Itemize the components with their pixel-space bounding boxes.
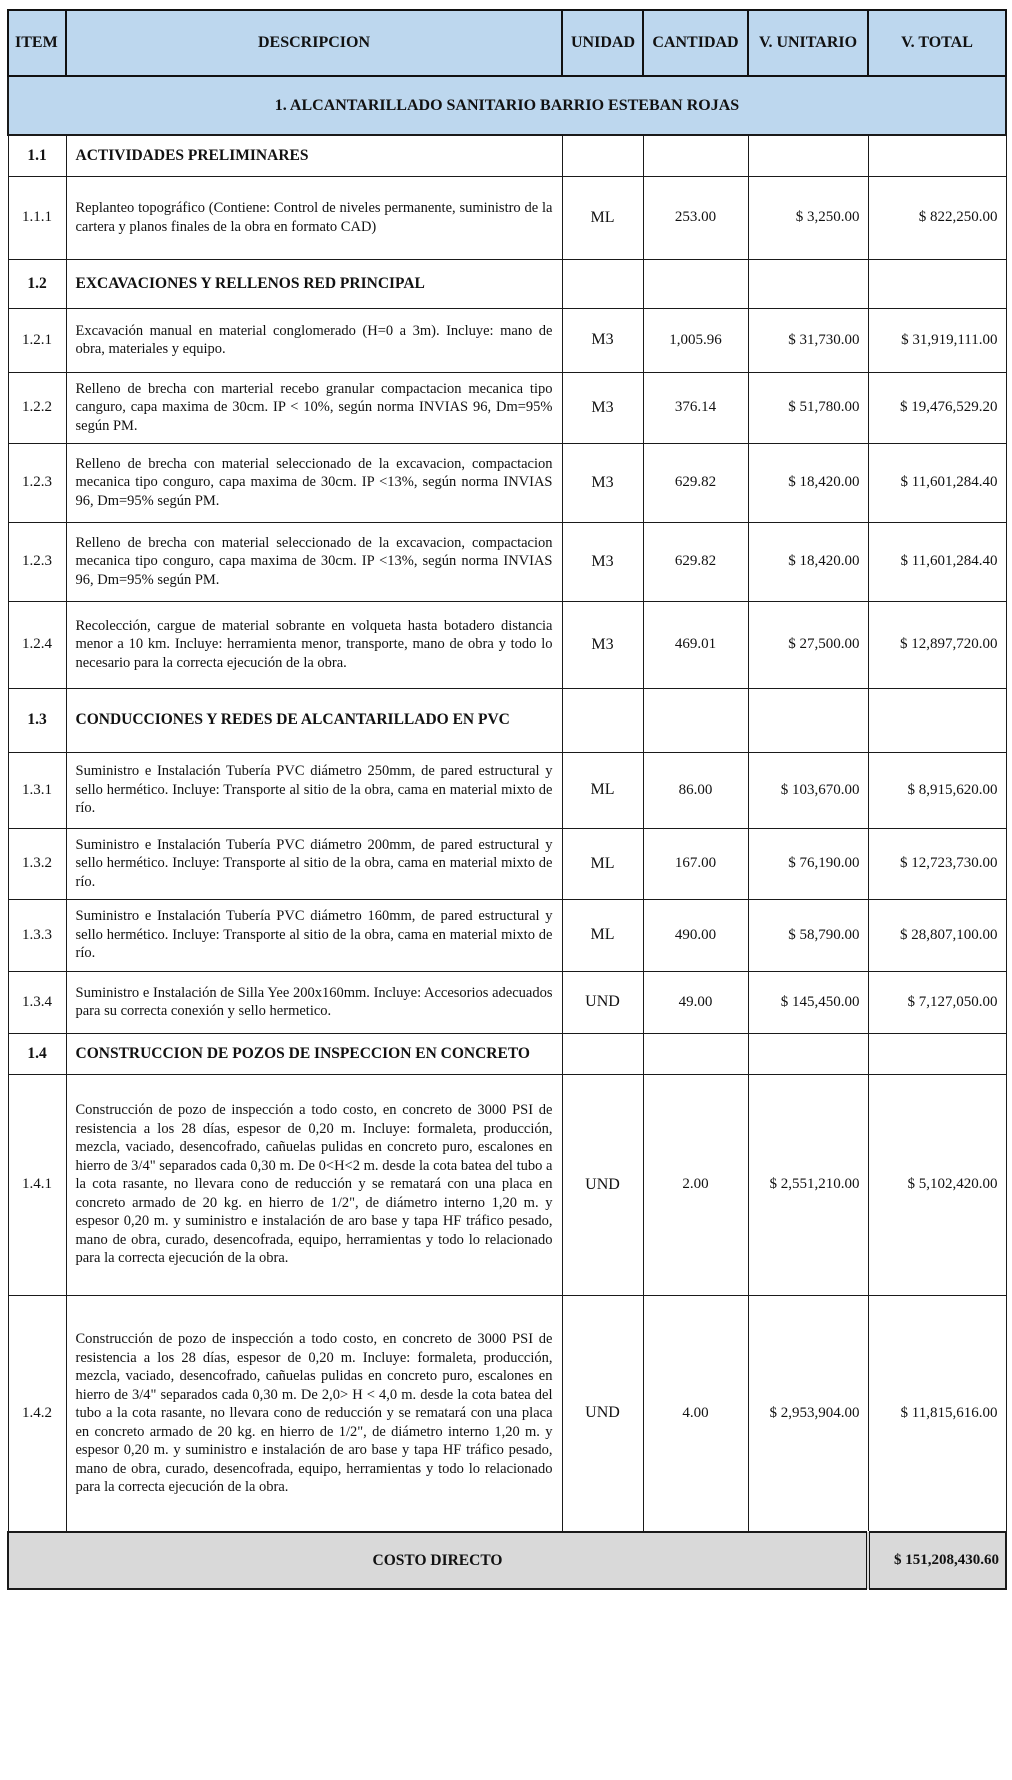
row-item-number: 1.3.4 [8, 971, 66, 1033]
group-title: ACTIVIDADES PRELIMINARES [66, 135, 562, 176]
row-item-number: 1.4.2 [8, 1295, 66, 1532]
row-unit: UND [562, 971, 643, 1033]
budget-sheet [7, 9, 1005, 1590]
row-unit-value: $ 2,953,904.00 [748, 1295, 868, 1532]
group-item-number: 1.2 [8, 259, 66, 308]
group-item-number: 1.1 [8, 135, 66, 176]
row-description: Relleno de brecha con material seleccionado de la excavacion, compactacion mecanica tipo conguro, capa maxima de 30cm. IP <13%, según norma INVIAS 96, Dm=95% según PM. [66, 443, 562, 522]
row-unit-value: $ 3,250.00 [748, 176, 868, 259]
row-unit-value: $ 27,500.00 [748, 601, 868, 688]
empty-cell-unit [562, 1033, 643, 1074]
header-descripcion: DESCRIPCION [66, 10, 562, 76]
row-description: Suministro e Instalación Tubería PVC diámetro 160mm, de pared estructural y sello hermético. Incluye: Transporte al sitio de la obra, cama en material mixto de río. [66, 899, 562, 971]
empty-cell-qty [643, 135, 748, 176]
budget-table [7, 9, 1007, 1590]
group-title: CONDUCCIONES Y REDES DE ALCANTARILLADO EN PVC [66, 688, 562, 752]
row-total-value: $ 19,476,529.20 [868, 372, 1006, 443]
table-row [8, 601, 1006, 688]
row-quantity: 376.14 [643, 372, 748, 443]
row-unit: ML [562, 752, 643, 828]
group-row [8, 135, 1006, 176]
section-title: 1. ALCANTARILLADO SANITARIO BARRIO ESTEBAN ROJAS [8, 76, 1006, 135]
group-item-number: 1.4 [8, 1033, 66, 1074]
row-item-number: 1.2.2 [8, 372, 66, 443]
empty-cell-qty [643, 259, 748, 308]
row-total-value: $ 7,127,050.00 [868, 971, 1006, 1033]
section-row [8, 76, 1006, 135]
row-quantity: 1,005.96 [643, 308, 748, 372]
row-unit-value: $ 51,780.00 [748, 372, 868, 443]
row-total-value: $ 822,250.00 [868, 176, 1006, 259]
row-quantity: 4.00 [643, 1295, 748, 1532]
group-row [8, 688, 1006, 752]
row-item-number: 1.2.1 [8, 308, 66, 372]
table-row [8, 308, 1006, 372]
row-item-number: 1.2.3 [8, 522, 66, 601]
table-row [8, 443, 1006, 522]
header-row [8, 10, 1006, 76]
row-unit-value: $ 58,790.00 [748, 899, 868, 971]
row-unit-value: $ 31,730.00 [748, 308, 868, 372]
row-unit-value: $ 103,670.00 [748, 752, 868, 828]
row-item-number: 1.2.4 [8, 601, 66, 688]
row-quantity: 86.00 [643, 752, 748, 828]
row-total-value: $ 28,807,100.00 [868, 899, 1006, 971]
header-v-total: V. TOTAL [868, 10, 1006, 76]
header-v-unitario: V. UNITARIO [748, 10, 868, 76]
table-row [8, 752, 1006, 828]
empty-cell-unit [562, 259, 643, 308]
row-unit-value: $ 18,420.00 [748, 522, 868, 601]
row-unit: M3 [562, 601, 643, 688]
empty-cell-vu [748, 259, 868, 308]
row-unit: UND [562, 1295, 643, 1532]
empty-cell-vu [748, 135, 868, 176]
row-unit: M3 [562, 443, 643, 522]
table-row [8, 372, 1006, 443]
row-unit: ML [562, 176, 643, 259]
row-description: Relleno de brecha con marterial recebo granular compactacion mecanica tipo canguro, capa maxima de 30cm. IP < 10%, según norma INVIAS 96, Dm=95% según PM. [66, 372, 562, 443]
empty-cell-qty [643, 688, 748, 752]
row-unit: ML [562, 828, 643, 899]
empty-cell-qty [643, 1033, 748, 1074]
header-item: ITEM [8, 10, 66, 76]
row-description: Suministro e Instalación de Silla Yee 200x160mm. Incluye: Accesorios adecuados para su correcta conexión y sello hermetico. [66, 971, 562, 1033]
row-total-value: $ 31,919,111.00 [868, 308, 1006, 372]
row-item-number: 1.3.2 [8, 828, 66, 899]
table-row [8, 1295, 1006, 1532]
row-unit: M3 [562, 522, 643, 601]
table-row [8, 899, 1006, 971]
row-description: Excavación manual en material conglomerado (H=0 a 3m). Incluye: mano de obra, materiales y equipo. [66, 308, 562, 372]
row-description: Replanteo topográfico (Contiene: Control de niveles permanente, suministro de la cartera y planos finales de la obra en formato CAD) [66, 176, 562, 259]
row-total-value: $ 12,897,720.00 [868, 601, 1006, 688]
empty-cell-vt [868, 1033, 1006, 1074]
row-description: Suministro e Instalación Tubería PVC diámetro 200mm, de pared estructural y sello hermético. Incluye: Transporte al sitio de la obra, cama en material mixto de río. [66, 828, 562, 899]
row-description: Suministro e Instalación Tubería PVC diámetro 250mm, de pared estructural y sello hermético. Incluye: Transporte al sitio de la obra, cama en material mixto de río. [66, 752, 562, 828]
row-quantity: 253.00 [643, 176, 748, 259]
row-total-value: $ 11,601,284.40 [868, 443, 1006, 522]
empty-cell-unit [562, 688, 643, 752]
row-total-value: $ 8,915,620.00 [868, 752, 1006, 828]
group-row [8, 259, 1006, 308]
row-total-value: $ 11,815,616.00 [868, 1295, 1006, 1532]
table-row [8, 176, 1006, 259]
table-row [8, 522, 1006, 601]
group-row [8, 1033, 1006, 1074]
row-item-number: 1.1.1 [8, 176, 66, 259]
empty-cell-vu [748, 688, 868, 752]
row-quantity: 469.01 [643, 601, 748, 688]
row-quantity: 2.00 [643, 1074, 748, 1295]
row-description: Recolección, cargue de material sobrante en volqueta hasta botadero distancia menor a 10 km. Incluye: herramienta menor, transporte, mano de obra y todo lo necesario para la correcta ejecución de la obra. [66, 601, 562, 688]
header-unidad: UNIDAD [562, 10, 643, 76]
row-unit: UND [562, 1074, 643, 1295]
row-unit-value: $ 76,190.00 [748, 828, 868, 899]
row-item-number: 1.3.1 [8, 752, 66, 828]
row-unit: M3 [562, 308, 643, 372]
row-quantity: 49.00 [643, 971, 748, 1033]
row-total-value: $ 11,601,284.40 [868, 522, 1006, 601]
table-row [8, 1074, 1006, 1295]
empty-cell-vt [868, 688, 1006, 752]
row-unit-value: $ 18,420.00 [748, 443, 868, 522]
header-cantidad: CANTIDAD [643, 10, 748, 76]
total-row [8, 1532, 1006, 1589]
row-unit-value: $ 145,450.00 [748, 971, 868, 1033]
row-description: Construcción de pozo de inspección a todo costo, en concreto de 3000 PSI de resistencia a los 28 días, espesor de 0,20 m. Incluye: formaleta, producción, mezcla, vaciado, desencofrado, cañuelas pulidas en concreto puro, escalones en hierro de 3/4" separados cada 0,30 m. De 2,0> H < 4,0 m. desde la cota batea del tubo a la cota rasante, no llevara cono de reducción y se rematará con una placa en concreto armado de 20 kg. en hierro de 1/2", de diámetro interno 1,20 m. y espesor 0,20 m. y suministro e instalación de aro base y tapa HF tráfico pesado, mano de obra, curado, desencofrada, equipo, herramientas y todo lo relacionado para la correcta ejecución de la obra. [66, 1295, 562, 1532]
empty-cell-vt [868, 259, 1006, 308]
row-total-value: $ 12,723,730.00 [868, 828, 1006, 899]
row-unit: ML [562, 899, 643, 971]
empty-cell-unit [562, 135, 643, 176]
row-description: Construcción de pozo de inspección a todo costo, en concreto de 3000 PSI de resistencia a los 28 días, espesor de 0,20 m. Incluye: formaleta, producción, mezcla, vaciado, desencofrado, cañuelas pulidas en concreto puro, escalones en hierro de 3/4" separados cada 0,30 m. De 0<H<2 m. desde la cota batea del tubo a la cota rasante, no llevara cono de reducción y se rematará con una placa en concreto armado de 20 kg. en hierro de 1/2", de diámetro interno 1,20 m. y espesor 0,20 m. y suministro e instalación de aro base y tapa HF tráfico pesado, mano de obra, curado, desencofrada, equipo, herramientas y todo lo relacionado para la correcta ejecución de la obra. [66, 1074, 562, 1295]
row-total-value: $ 5,102,420.00 [868, 1074, 1006, 1295]
group-title: CONSTRUCCION DE POZOS DE INSPECCION EN CONCRETO [66, 1033, 562, 1074]
row-quantity: 490.00 [643, 899, 748, 971]
group-title: EXCAVACIONES Y RELLENOS RED PRINCIPAL [66, 259, 562, 308]
row-item-number: 1.4.1 [8, 1074, 66, 1295]
total-value: $ 151,208,430.60 [868, 1532, 1006, 1589]
group-item-number: 1.3 [8, 688, 66, 752]
table-row [8, 828, 1006, 899]
row-quantity: 167.00 [643, 828, 748, 899]
row-unit: M3 [562, 372, 643, 443]
row-item-number: 1.3.3 [8, 899, 66, 971]
empty-cell-vu [748, 1033, 868, 1074]
row-quantity: 629.82 [643, 443, 748, 522]
row-description: Relleno de brecha con material seleccionado de la excavacion, compactacion mecanica tipo conguro, capa maxima de 30cm. IP <13%, según norma INVIAS 96, Dm=95% según PM. [66, 522, 562, 601]
table-row [8, 971, 1006, 1033]
row-unit-value: $ 2,551,210.00 [748, 1074, 868, 1295]
row-item-number: 1.2.3 [8, 443, 66, 522]
total-label: COSTO DIRECTO [8, 1532, 868, 1589]
empty-cell-vt [868, 135, 1006, 176]
row-quantity: 629.82 [643, 522, 748, 601]
